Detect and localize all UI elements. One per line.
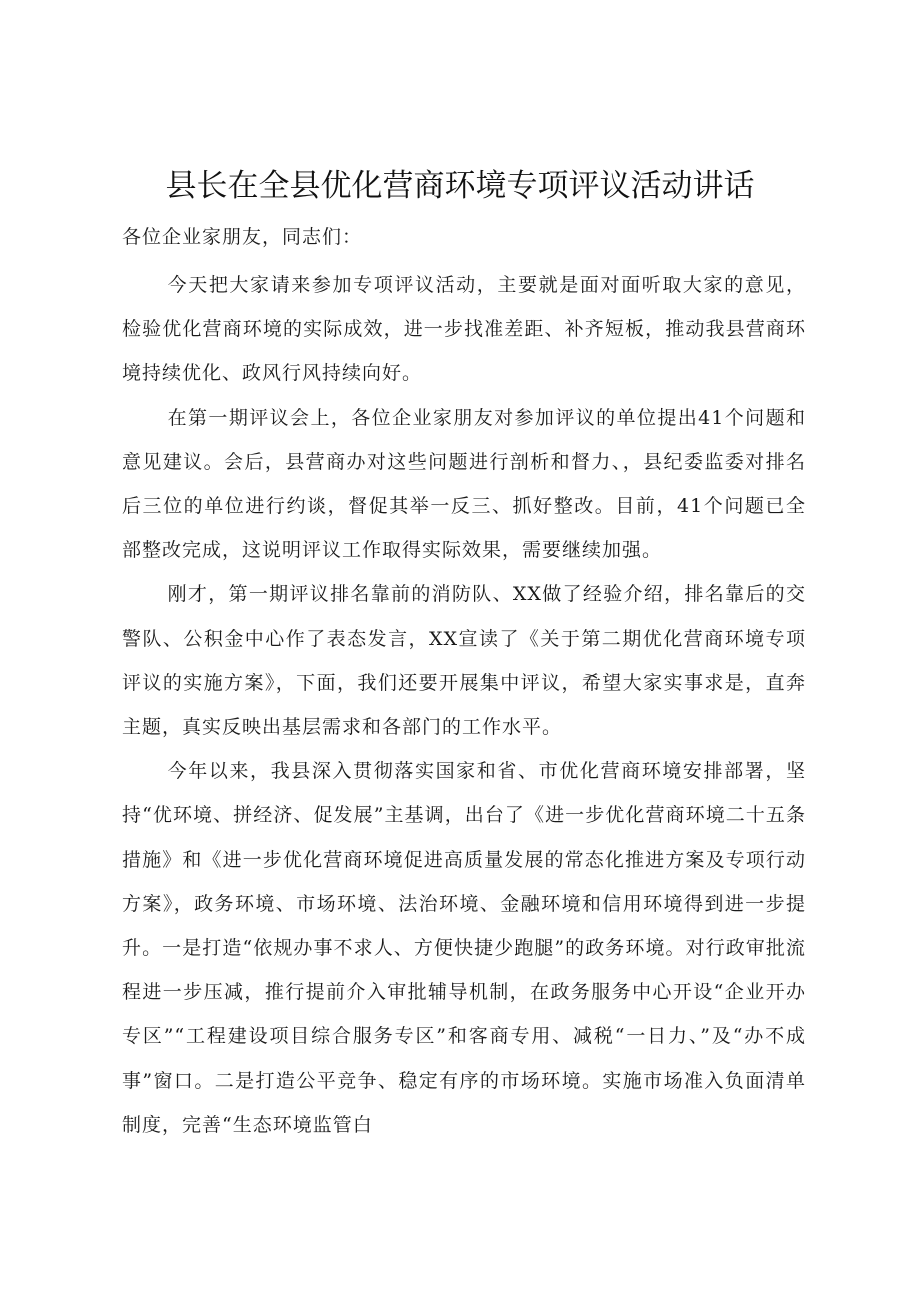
salutation: 各位企业家朋友，同志们： [122,226,363,248]
paragraph: 在第一期评议会上，各位企业家朋友对参加评议的单位提出41个问题和意见建议。会后，县营商办对这些问题进行剖析和督力、，县纪委监委对排名后三位的单位进行约谈，督促其举一反三、抓好整改。目前，41个问题已全部整改完成，这说明评议工作取得实际效果，需要继续加强。 [122,406,806,562]
paragraph: 刚才，第一期评议排名靠前的消防队、XX做了经验介绍，排名靠后的交警队、公积金中心作了表态发言，XX宣读了《关于第二期优化营商环境专项评议的实施方案》，下面，我们还要开展集中评议，希望大家实事求是，直奔主题，真实反映出基层需求和各部门的工作水平。 [122,583,806,739]
document-title: 县长在全县优化营商环境专项评议活动讲话 [165,168,755,204]
document-body [122,215,806,1147]
paragraph: 今天把大家请来参加专项评议活动，主要就是面对面听取大家的意见，检验优化营商环境的实际成效，进一步找准差距、补齐短板，推动我县营商环境持续优化、政风行风持续向好。 [122,274,806,385]
paragraph: 今年以来，我县深入贯彻落实国家和省、市优化营商环境安排部署，坚持“优环境、拼经济、促发展”主基调，出台了《进一步优化营商环境二十五条措施》和《进一步优化营商环境促进高质量发展的常态化推进方案及专项行动方案》，政务环境、市场环境、法治环境、金融环境和信用环境得到进一步提升。一是打造“依规办事不求人、方便快捷少跑腿”的政务环境。对行政审批流程进一步压减，推行提前介入审批辅导机制，在政务服务中心开设“企业开办专区”“工程建设项目综合服务专区”和客商专用、减税“一日力、”及“办不成事”窗口。二是打造公平竞争、稳定有序的市场环境。实施市场准入负面清单制度，完善“生态环境监管白 [122,760,806,1136]
